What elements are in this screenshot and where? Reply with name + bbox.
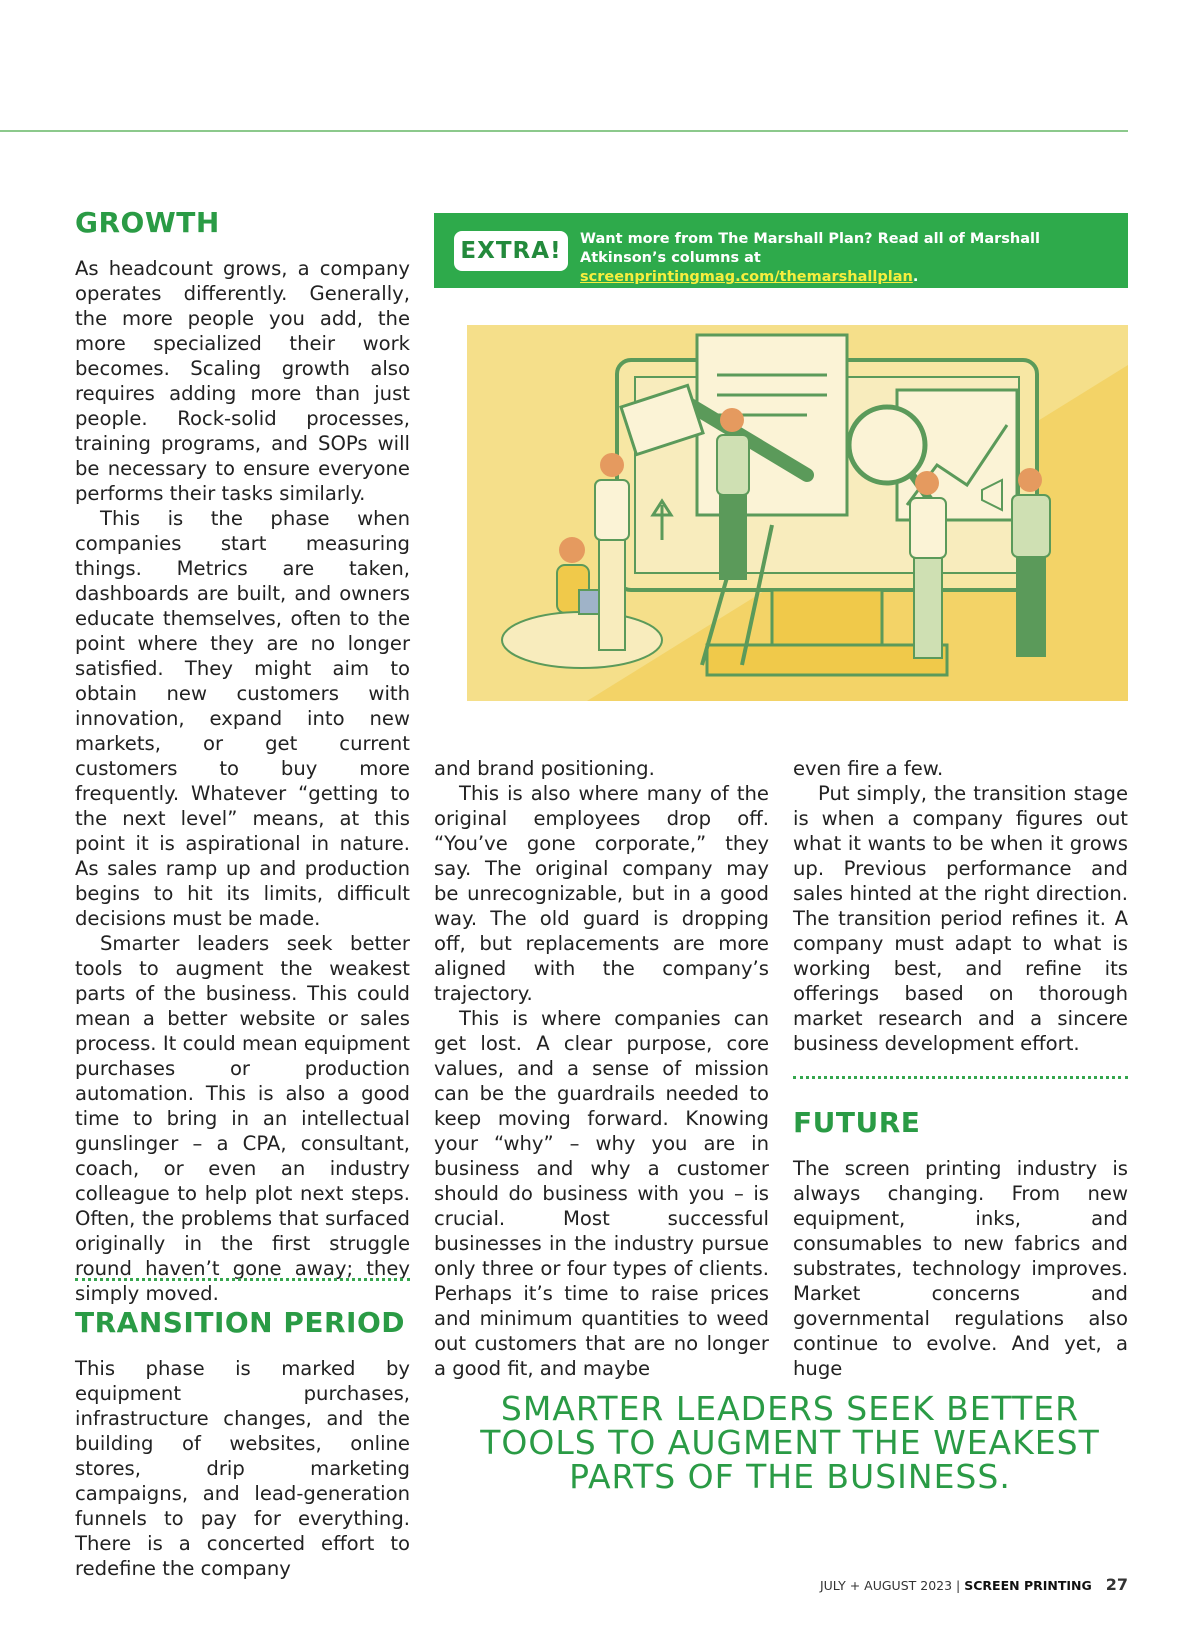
- section-heading-growth: GROWTH: [75, 206, 220, 239]
- page-number: 27: [1105, 1575, 1128, 1594]
- growth-paragraph-3: Smarter leaders seek better tools to augment the weakest parts of the business. This could mean a better website or sales process. It could mean equipment purchases or production automation. This is also a good time to bring in an intellectual gunslinger – a CPA, consultant, coach, or even an industry colleague to help plot next steps. Often, the problems that surfaced originally in the first struggle round haven’t gone away; they simply moved.: [75, 932, 410, 1305]
- page-footer: [760, 1575, 1128, 1594]
- footer-separator: |: [956, 1578, 961, 1593]
- extra-text-end: .: [912, 269, 919, 285]
- footer-magazine: SCREEN PRINTING: [964, 1578, 1092, 1593]
- extra-text-lead: Want more from The Marshall Plan? Read all of Marshall Atkinson’s columns at: [580, 231, 1040, 266]
- section-heading-transition: TRANSITION PERIOD: [75, 1306, 406, 1339]
- team-dashboard-illustration: [467, 325, 1128, 701]
- transition-body-col2: [434, 756, 769, 1381]
- growth-body: [75, 256, 410, 1306]
- transition-body-col1: [75, 1356, 410, 1581]
- future-body: [793, 1156, 1128, 1381]
- extra-text: [580, 230, 1100, 287]
- person-with-magnifier: [910, 471, 946, 658]
- growth-paragraph-1: As headcount grows, a company operates differently. Generally, the more people you add, the more specialized their work becomes. Scaling growth also requires adding more than just people. Rock-solid processes, training programs, and SOPs will be necessary to ensure everyone performs their tasks similarly.: [75, 257, 410, 505]
- section-divider: [75, 1278, 410, 1281]
- top-rule: [0, 130, 1128, 132]
- monitor-stand: [772, 590, 882, 650]
- footer-issue: JULY + AUGUST 2023: [819, 1578, 953, 1593]
- person-holding-card: [595, 453, 629, 650]
- extra-badge: EXTRA!: [454, 231, 568, 271]
- growth-paragraph-2: This is the phase when companies start measuring things. Metrics are taken, dashboards are built, and owners educate themselves, often to the point where they are no longer satisfied. They might aim to obtain new customers with innovation, expand into new markets, or get current customers to buy more frequently. Whatever “getting to the next level” means, at this point it is aspirational in nature. As sales ramp up and production begins to hit its limits, difficult decisions must be made.: [75, 507, 410, 930]
- extra-link[interactable]: screenprintingmag.com/themarshallplan: [580, 269, 913, 285]
- pull-quote: SMARTER LEADERS SEEK BETTER TOOLS TO AUGMENT THE WEAKEST PARTS OF THE BUSINESS.: [480, 1389, 1100, 1496]
- magnifier-icon: [849, 407, 925, 483]
- extra-banner: [434, 213, 1128, 288]
- future-paragraph-1: The screen printing industry is always changing. From new equipment, inks, and consumables to new fabrics and substrates, technology improves. Market concerns and governmental regulations also continue to evolve. And yet, a huge: [793, 1157, 1128, 1380]
- transition-paragraph-3: This is also where many of the original employees drop off. “You’ve gone corporate,” they say. The original company may be unrecognizable, but in a good way. The old guard is dropping off, but replacements are more aligned with the company’s trajectory.: [434, 782, 769, 1005]
- transition-paragraph-4: This is where companies can get lost. A clear purpose, core values, and a sense of mission can be the guardrails needed to keep moving forward. Knowing your “why” – why you are in business and why a customer should do business with you – is crucial. Most successful businesses in the industry pursue only three or four types of clients. Perhaps it’s time to raise prices and minimum quantities to weed out customers that are no longer a good fit, and maybe: [434, 1007, 769, 1380]
- transition-paragraph-5: even fire a few.: [793, 757, 944, 780]
- section-heading-future: FUTURE: [793, 1106, 921, 1139]
- section-divider: [793, 1076, 1128, 1079]
- transition-paragraph-1: This phase is marked by equipment purchases, infrastructure changes, and the building of websites, online stores, drip marketing campaigns, and lead-generation funnels to pay for everything. There is a concerted effort to redefine the company: [75, 1357, 410, 1580]
- transition-body-col3: [793, 756, 1128, 1056]
- transition-paragraph-6: Put simply, the transition stage is when a company figures out what it wants to be when it grows up. Previous performance and sales hinted at the right direction. The transition period refines it. A company must adapt to what is working best, and refine its offerings based on thorough market research and a sincere business development effort.: [793, 782, 1128, 1055]
- transition-paragraph-2: and brand positioning.: [434, 757, 655, 780]
